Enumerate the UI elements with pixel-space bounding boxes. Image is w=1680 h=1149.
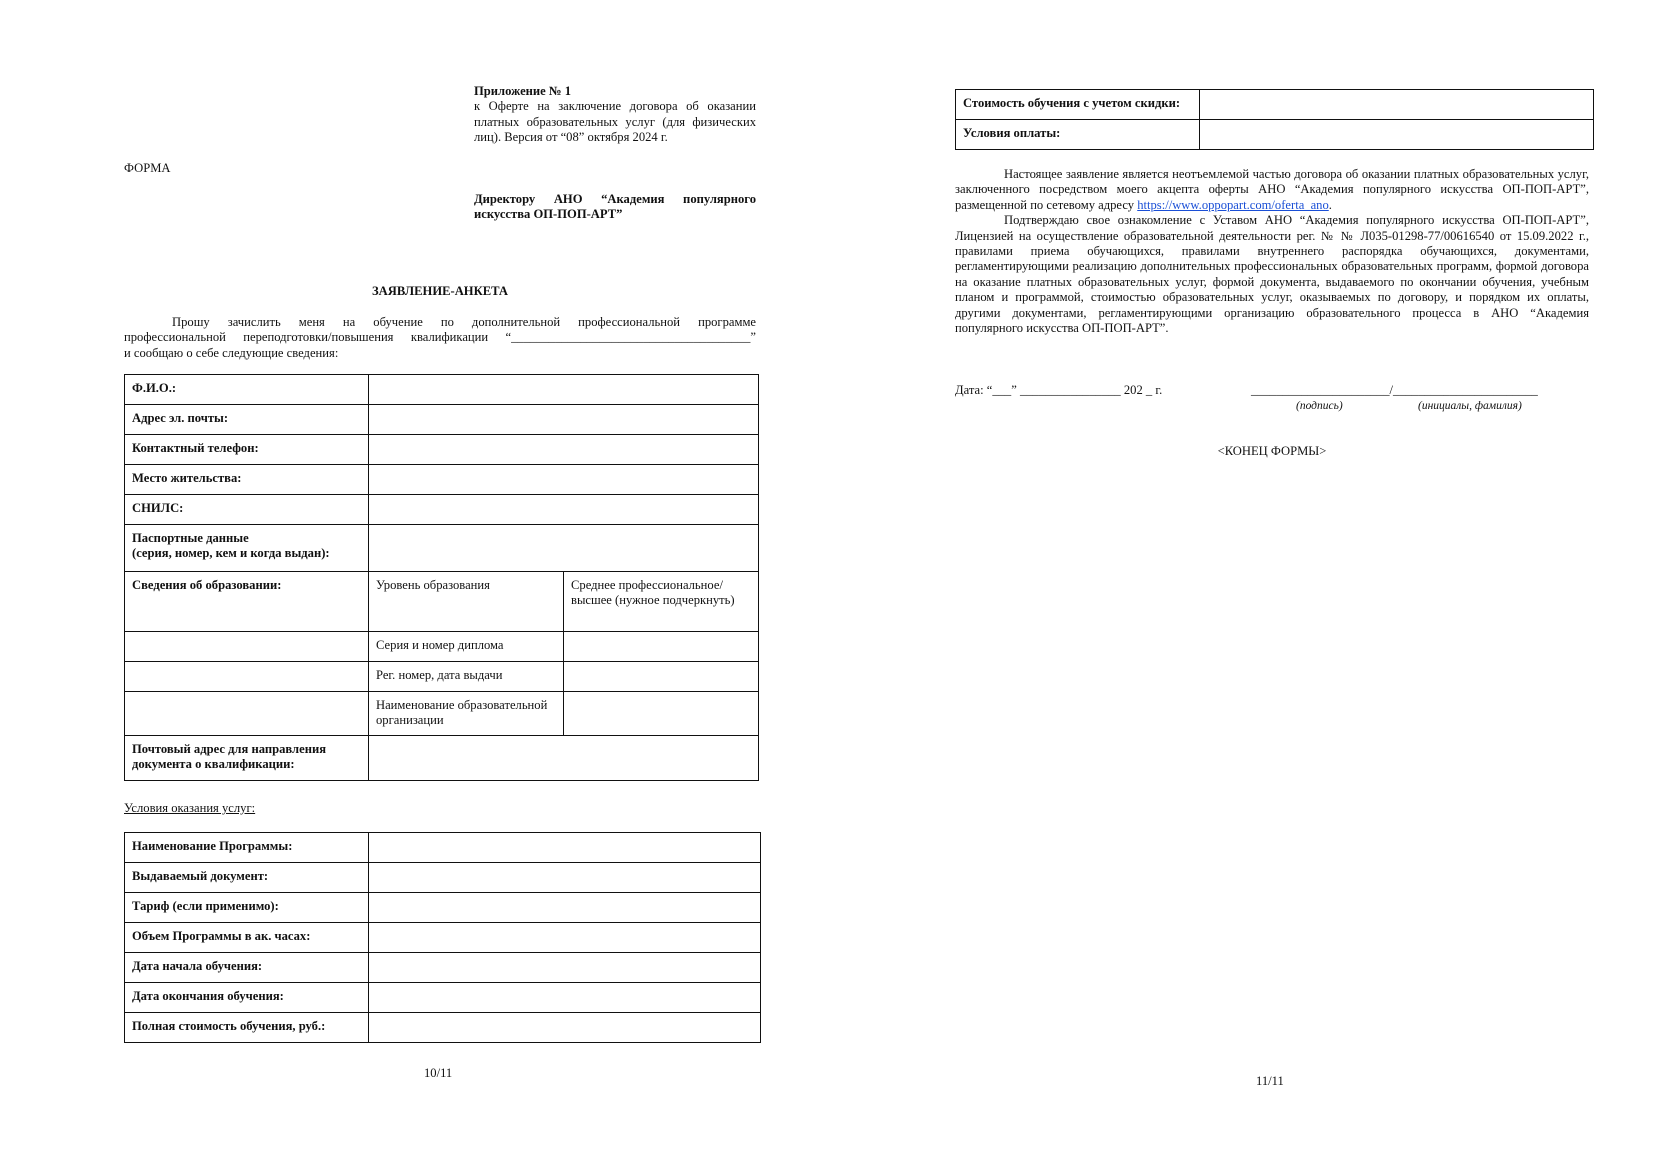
org-name-field[interactable]	[564, 692, 759, 736]
empty-cell	[125, 632, 369, 662]
appendix-header	[474, 84, 756, 146]
table-row	[125, 375, 759, 405]
education-level-value[interactable]: Среднее профессиональное/высшее (нужное подчеркнуть)	[564, 572, 759, 632]
residence-field[interactable]	[369, 465, 759, 495]
empty-cell	[125, 692, 369, 736]
intro-line: профессиональной переподготовки/повышения квалификации “______________________________________”	[124, 330, 756, 345]
program-hours-field[interactable]	[369, 923, 761, 953]
diploma-label: Серия и номер диплома	[369, 632, 564, 662]
diploma-field[interactable]	[564, 632, 759, 662]
acknowledgement-paragraph: Подтверждаю свое ознакомление с Уставом АНО “Академия популярного искусства ОП-ПОП-АРТ”, Лицензией на осуществление образовательной деятельности рег. № № Л035-01298-77/00616540 от 15.09.2022 г., правилами приема обучающихся, правилами внутреннего распорядка обучающихся, документами, регламентирующими реализацию дополнительных профессиональных образовательных программ, формой договора на оказание платных образовательных услуг, формой документа, выдаваемого по окончании обучения, учебным планом и программой, стоимостью образовательных услуг, оказываемых по договору, и порядком их оплаты, другими документами, регламентирующими организацию образовательного процесса в АНО “Академия популярного искусства ОП-ПОП-АРТ”.	[955, 213, 1589, 336]
table-row	[125, 572, 759, 632]
appendix-text: к Оферте на заключение договора об оказании платных образовательных услуг (для физических лиц). Версия от “08” октября 2024 г.	[474, 99, 756, 145]
postal-address-label: Почтовый адрес для направления документа о квалификации:	[125, 736, 369, 781]
fio-field[interactable]	[369, 375, 759, 405]
payment-terms-field[interactable]	[1200, 120, 1594, 150]
page-number: 10/11	[424, 1066, 453, 1080]
org-name-label: Наименование образовательной организации	[369, 692, 564, 736]
discounted-cost-label: Стоимость обучения с учетом скидки:	[956, 90, 1200, 120]
table-row	[125, 953, 761, 983]
end-of-form: <КОНЕЦ ФОРМЫ>	[1217, 444, 1327, 458]
appendix-title: Приложение № 1	[474, 84, 572, 98]
table-row	[956, 120, 1594, 150]
fio-label: Ф.И.О.:	[125, 375, 369, 405]
phone-field[interactable]	[369, 435, 759, 465]
form-label: ФОРМА	[124, 161, 171, 175]
initials-caption: (инициалы, фамилия)	[1418, 400, 1522, 412]
reg-number-field[interactable]	[564, 662, 759, 692]
intro-line: Прошу зачислить меня на обучение по дополнительной профессиональной программе	[172, 315, 756, 329]
statement-paragraph-end: .	[1328, 197, 1332, 212]
signature-caption: (подпись)	[1296, 400, 1343, 412]
postal-address-field[interactable]	[369, 736, 759, 781]
table-row	[125, 435, 759, 465]
issued-document-label: Выдаваемый документ:	[125, 863, 369, 893]
document-title: ЗАЯВЛЕНИЕ-АНКЕТА	[371, 284, 509, 298]
residence-label: Место жительства:	[125, 465, 369, 495]
email-field[interactable]	[369, 405, 759, 435]
statement-text	[955, 167, 1589, 336]
email-label: Адрес эл. почты:	[125, 405, 369, 435]
passport-label-line2: (серия, номер, кем и когда выдан):	[132, 546, 330, 561]
table-row	[125, 405, 759, 435]
intro-line: и сообщаю о себе следующие сведения:	[124, 345, 339, 360]
table-row	[125, 692, 759, 736]
program-name-field[interactable]	[369, 833, 761, 863]
snils-field[interactable]	[369, 495, 759, 525]
full-cost-field[interactable]	[369, 1013, 761, 1043]
services-heading: Условия оказания услуг:	[124, 801, 256, 815]
offer-link[interactable]: https://www.oppopart.com/oferta_ano	[1137, 197, 1329, 212]
statement-paragraph-text: Настоящее заявление является неотъемлемой частью договора об оказании платных образовательных услуг, заключенного посредством моего акцепта оферты АНО “Академия популярного искусства ОП-ПОП-АРТ”, размещенной по сетевому адресу	[955, 167, 1589, 212]
table-row	[125, 863, 761, 893]
program-name-label: Наименование Программы:	[125, 833, 369, 863]
end-date-label: Дата окончания обучения:	[125, 983, 369, 1013]
applicant-table	[124, 374, 759, 781]
phone-label: Контактный телефон:	[125, 435, 369, 465]
table-row	[125, 736, 759, 781]
passport-label	[125, 525, 369, 572]
passport-field[interactable]	[369, 525, 759, 572]
page-number: 11/11	[1256, 1074, 1284, 1088]
signature-block	[955, 383, 1595, 423]
education-label: Сведения об образовании:	[125, 572, 369, 632]
table-row	[125, 1013, 761, 1043]
table-row	[125, 465, 759, 495]
signature-line[interactable]: ______________________/_______________________	[1251, 383, 1538, 397]
table-row	[125, 923, 761, 953]
table-row	[125, 983, 761, 1013]
empty-cell	[125, 662, 369, 692]
discounted-cost-field[interactable]	[1200, 90, 1594, 120]
statement-paragraph	[955, 167, 1589, 213]
payment-terms-label: Условия оплаты:	[956, 120, 1200, 150]
program-hours-label: Объем Программы в ак. часах:	[125, 923, 369, 953]
table-row	[956, 90, 1594, 120]
table-row	[125, 525, 759, 572]
start-date-label: Дата начала обучения:	[125, 953, 369, 983]
cost-table	[955, 89, 1594, 150]
table-row	[125, 893, 761, 923]
table-row	[125, 662, 759, 692]
intro-paragraph	[124, 315, 756, 361]
date-line[interactable]: Дата: “___” ________________ 202 _ г.	[955, 383, 1163, 397]
table-row	[125, 632, 759, 662]
education-level-label: Уровень образования	[369, 572, 564, 632]
addressee: Директору АНО “Академия популярного искусства ОП-ПОП-АРТ”	[474, 192, 756, 222]
services-table	[124, 832, 761, 1043]
start-date-field[interactable]	[369, 953, 761, 983]
passport-label-line1: Паспортные данные	[132, 531, 249, 545]
snils-label: СНИЛС:	[125, 495, 369, 525]
full-cost-label: Полная стоимость обучения, руб.:	[125, 1013, 369, 1043]
table-row	[125, 495, 759, 525]
issued-document-field[interactable]	[369, 863, 761, 893]
tariff-field[interactable]	[369, 893, 761, 923]
reg-number-label: Рег. номер, дата выдачи	[369, 662, 564, 692]
end-date-field[interactable]	[369, 983, 761, 1013]
tariff-label: Тариф (если применимо):	[125, 893, 369, 923]
table-row	[125, 833, 761, 863]
